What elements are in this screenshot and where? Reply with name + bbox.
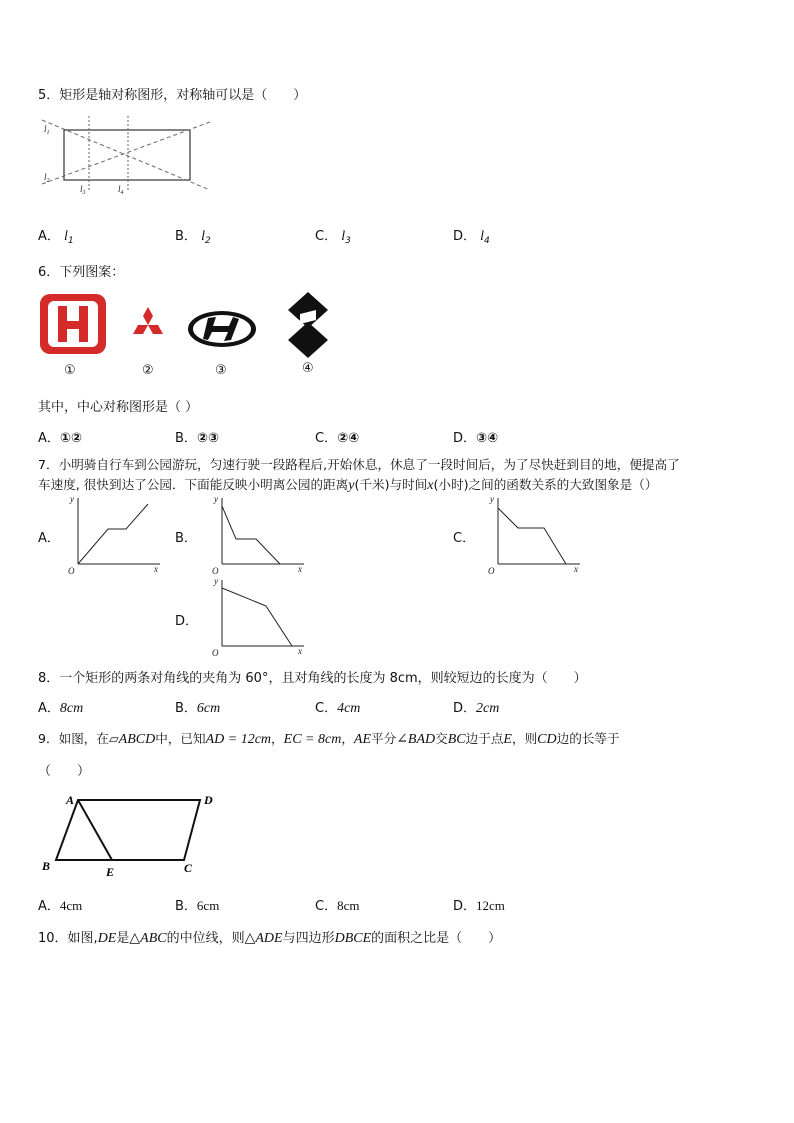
q9-option-a: A．4cm — [38, 898, 83, 914]
q7-graph-c — [486, 494, 586, 574]
q8-option-d: D．2cm — [453, 701, 500, 716]
q8-stem: 8．一个矩形的两条对角线的夹角为 60°，且对角线的长度为 8cm，则较短边的长度为（ ） — [38, 671, 587, 686]
q9-option-d: D．12cm — [453, 898, 505, 914]
q9-option-b: B．6cm — [175, 898, 220, 914]
q8-option-a: A．8cm — [38, 701, 84, 716]
q5-stem: 5．矩形是轴对称图形，对称轴可以是（ ） — [38, 88, 307, 103]
q9-paren: （ ） — [38, 764, 91, 779]
svg-text:y: y — [214, 494, 218, 504]
q5-option-c: C． $l_3$ — [315, 229, 351, 246]
logo-4-s-diamond — [286, 290, 330, 360]
svg-text:C: C — [184, 861, 193, 875]
svg-text:B: B — [42, 859, 51, 873]
q7-option-d-label: D． — [175, 614, 199, 629]
q7-line2: 车速度, 很快到达了公园．下面能反映小明离公园的距离y(千米)与时间x(小时)之间的函数关系的大致图象是（） — [38, 477, 658, 493]
label-l4: $l_4$ — [118, 184, 124, 196]
svg-text:O: O — [488, 566, 495, 576]
q7-graph-d — [210, 576, 310, 656]
q7-option-c-label: C． — [453, 531, 476, 546]
q6-option-b: B．②③ — [175, 431, 219, 446]
logo-2-three-diamonds — [126, 305, 170, 345]
q7-option-a-label: A． — [38, 531, 60, 546]
q5-option-a: A． $l_1$ — [38, 229, 74, 246]
svg-text:y: y — [70, 494, 74, 504]
q9-parallelogram-figure — [40, 790, 225, 885]
q7-option-b-label: B． — [175, 531, 197, 546]
q9-option-c: C．8cm — [315, 898, 360, 914]
logo-1-h-emblem — [38, 292, 108, 356]
q6-option-d: D．③④ — [453, 431, 499, 446]
q6-option-c: C．②④ — [315, 431, 360, 446]
caption-2: ② — [142, 363, 154, 378]
q8-option-c: C．4cm — [315, 701, 361, 716]
label-l2: $l_2$ — [44, 172, 50, 184]
svg-text:x: x — [298, 646, 302, 656]
svg-text:O: O — [68, 566, 75, 576]
q6-question: 其中，中心对称图形是（ ） — [38, 400, 199, 415]
label-l3: $l_3$ — [80, 184, 86, 196]
q5-option-b: B． $l_2$ — [175, 229, 211, 246]
caption-1: ① — [64, 363, 76, 378]
svg-text:O: O — [212, 566, 219, 576]
svg-text:x: x — [154, 564, 158, 574]
q5-option-d: D． $l_4$ — [453, 229, 490, 246]
svg-text:E: E — [106, 865, 115, 879]
svg-text:x: x — [298, 564, 302, 574]
q9-stem: 9．如图，在▱ABCD中，已知AD = 12cm，EC = 8cm，AE平分∠BAD交BC边于点E，则CD边的长等于 — [38, 731, 620, 747]
svg-text:x: x — [574, 564, 578, 574]
q6-stem: 6．下列图案： — [38, 265, 125, 280]
q10-stem: 10．如图,DE是△ABC的中位线，则△ADE与四边形DBCE的面积之比是（ ） — [38, 931, 502, 946]
caption-4: ④ — [302, 361, 314, 376]
q8-option-b: B．6cm — [175, 701, 221, 716]
svg-text:y: y — [214, 576, 218, 586]
label-l1: $l_1$ — [44, 124, 50, 136]
q6-option-a: A．①② — [38, 431, 82, 446]
diagonal-l2 — [42, 122, 210, 184]
q5-rectangle-figure — [40, 112, 215, 197]
svg-text:y: y — [490, 494, 494, 504]
svg-text:O: O — [212, 648, 219, 658]
q7-graph-b — [210, 494, 310, 574]
svg-text:D: D — [204, 793, 213, 807]
logo-3-h-ellipse — [186, 309, 258, 349]
svg-text:A: A — [66, 793, 75, 807]
q7-graph-a — [66, 494, 166, 574]
q7-line1: 7．小明骑自行车到公园游玩，匀速行驶一段路程后,开始休息，休息了一段时间后，为了尽快赶到目的地，便提高了 — [38, 457, 680, 472]
caption-3: ③ — [215, 363, 227, 378]
